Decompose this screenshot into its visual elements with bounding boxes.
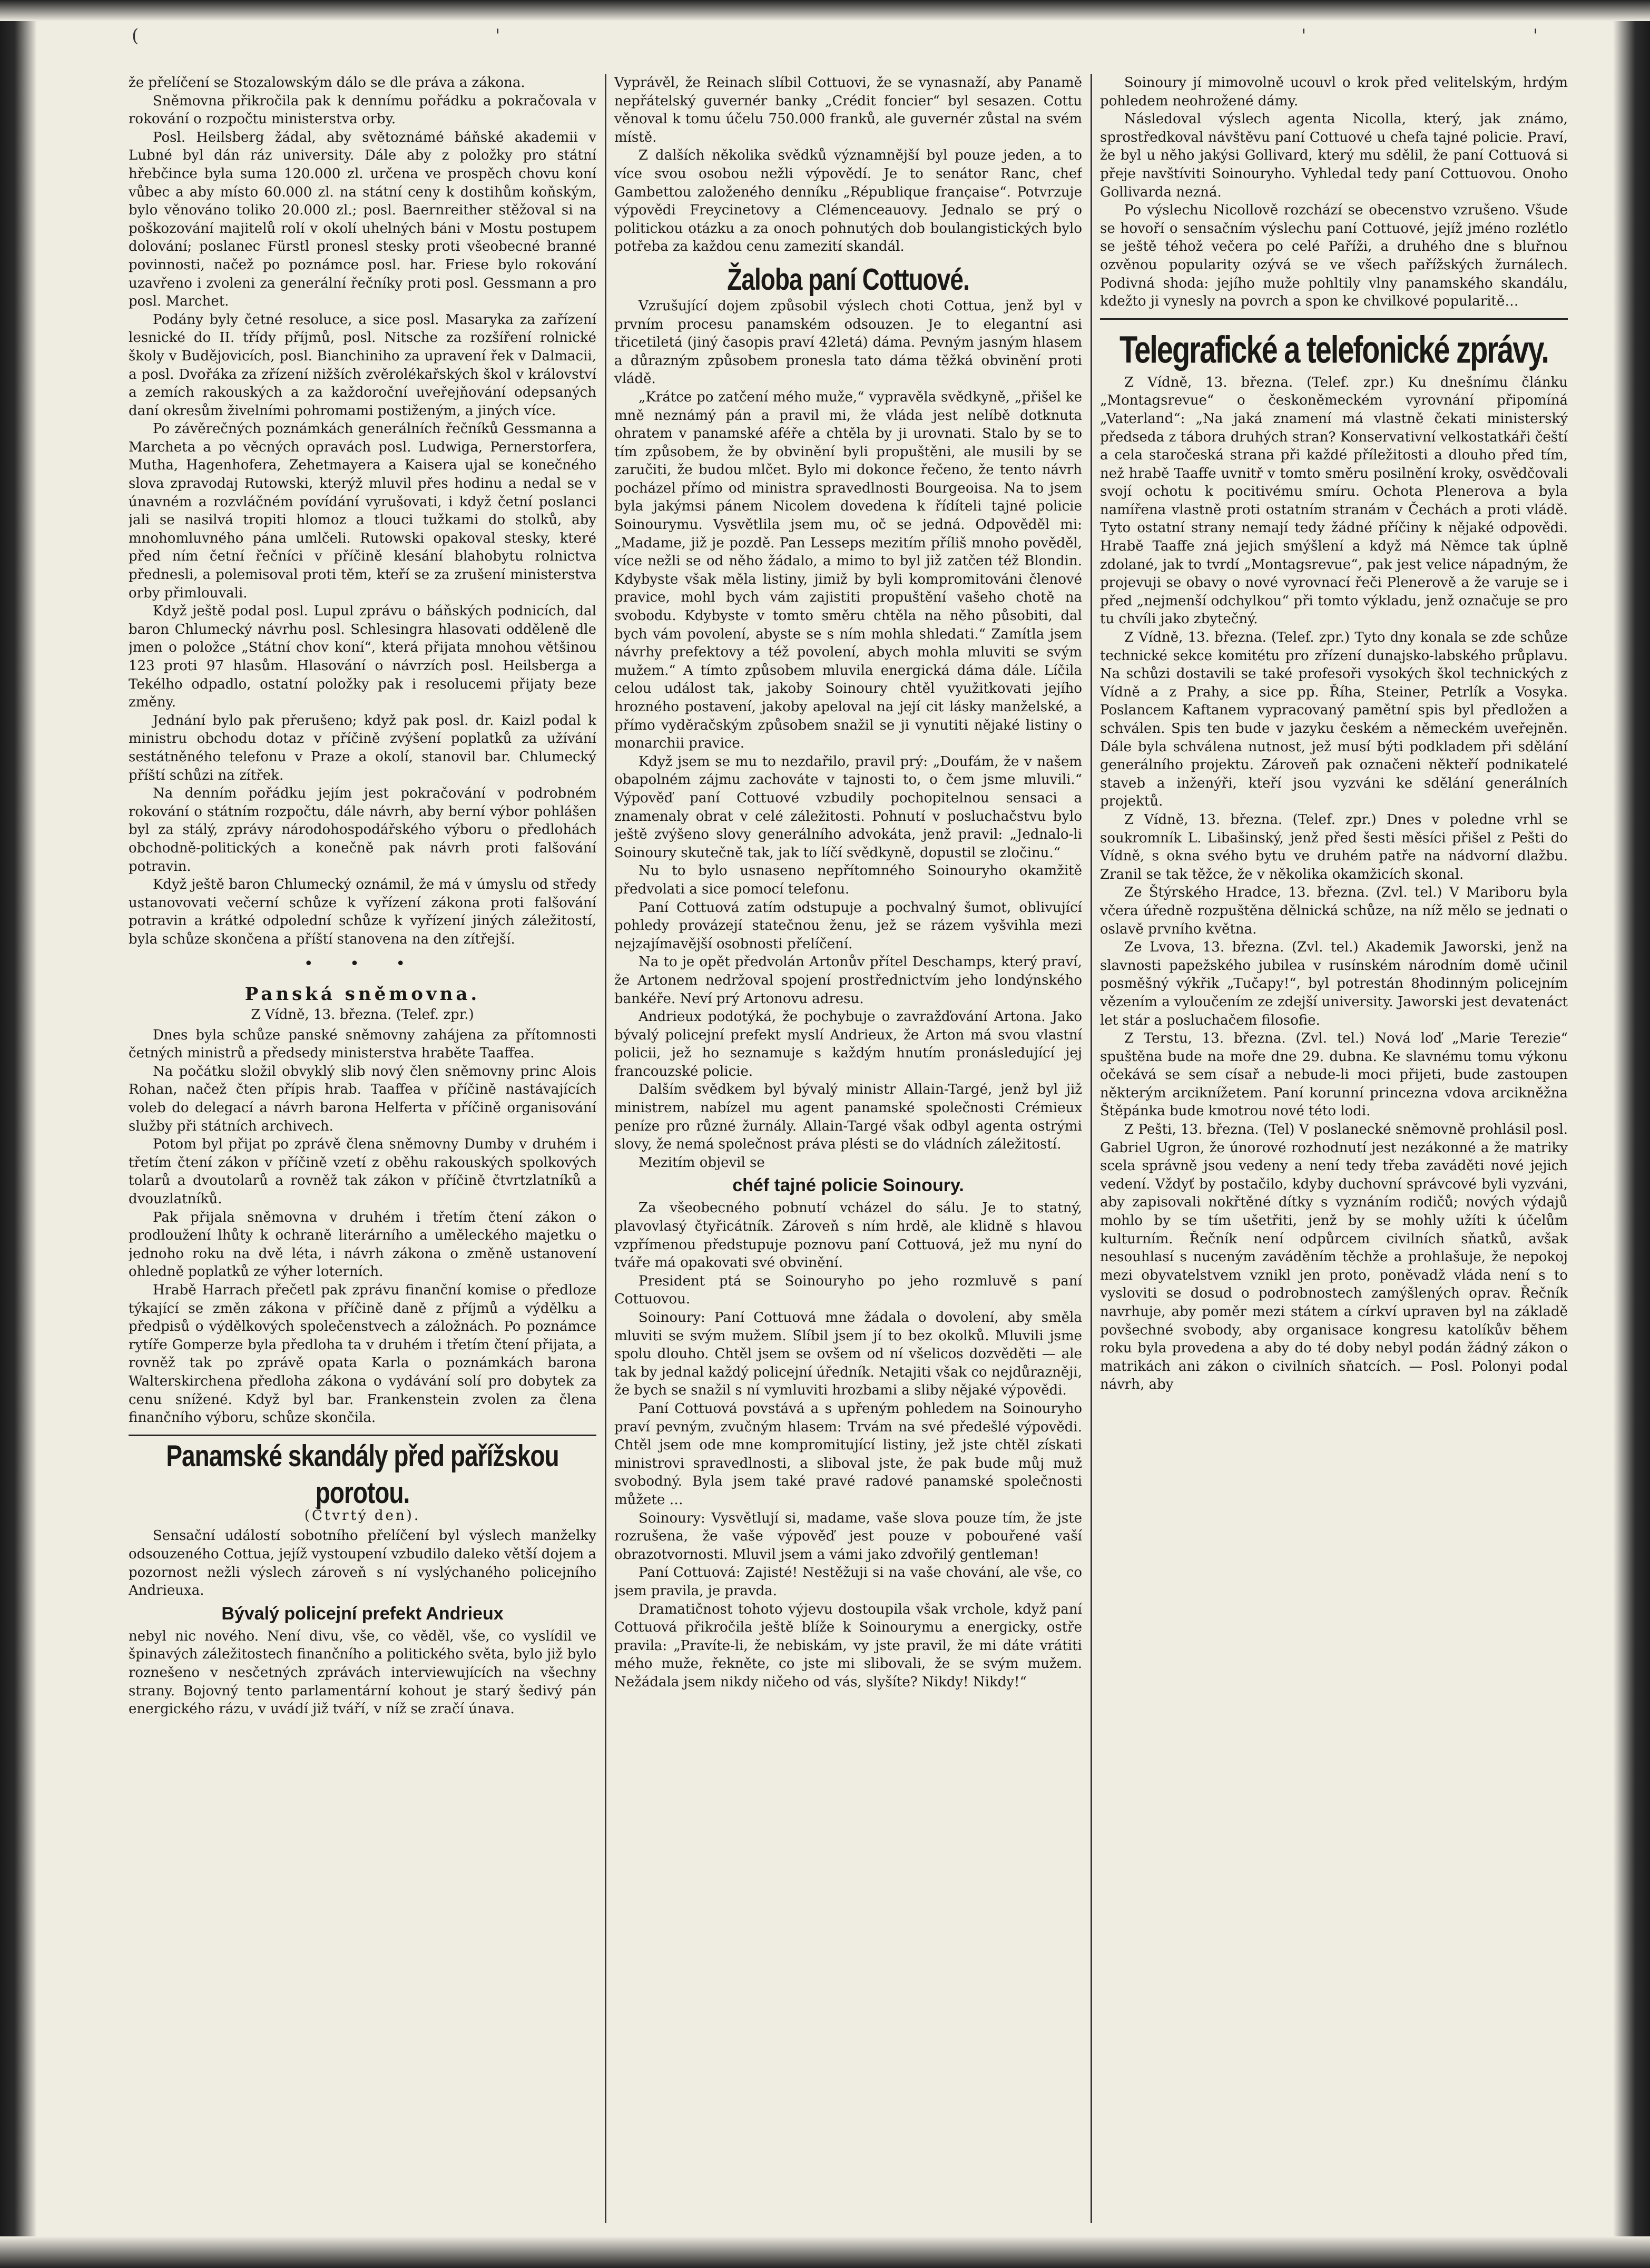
paragraph: že přelíčení se Stozalowským dálo se dle práva a zákona. [129,75,525,91]
margin-mark: ( [132,25,139,46]
paragraph: Když ještě podal posl. Lupul zprávu o báňských podnicích, dal baron Chlumecký návrhu posl. Schlesingra hlasovati odděleně dle jmen o položce „Státní chov koní“, která přijata mnohou většinou 123 proti 97 hlasům. Hlasování o návrzích posl. Heilsberga a Tekélho odpadlo, ostatní položky pak i resolucemi přijaty beze změny. [129,603,596,711]
paragraph: Soinoury: Vysvětlují si, madame, vaše slova pouze tím, že jste rozrušena, že vaše výpověď jest pouze v pobouřené vaší obrazotvornosti. Mluvil jsem a vámi jako zdvořilý gentleman! [614,1510,1082,1563]
section-title-panska-snemovna: Panská sněmovna. [244,984,480,1005]
divider [1100,318,1568,320]
paragraph: Jednání bylo pak přerušeno; když pak posl. dr. Kaizl podal k ministru obchodu dotaz v příčině zvýšení poplatků za užívání sestátněného telefonu v Praze a okolí, stanovil bar. Chlumecký příští schůzi na zítřek. [129,712,596,783]
scan-border-right [1613,0,1650,2268]
paragraph: Za všeobecného pobnutí vcházel do sálu. Je to statný, plavovlasý čtyřicátník. Zároveň s ním hrdě, ale klidně s hlavou vzpřímenou předstupuje poznovu paní Cottuová, jež mu nyní do tváře má opakovati své obvinění. [614,1200,1082,1271]
paragraph: Dnes byla schůze panské sněmovny zahájena za přítomnosti četných ministrů a předsedy ministerstva hraběte Taaffea. [129,1027,596,1062]
paragraph: Když ještě baron Chlumecký oznámil, že má v úmyslu od středy ustanovovati večerní schůze k vyřízení zákona proti falšování potravin a krátké odpolední schůze k vyřízení jiných záležitostí, byla schůze skončena a příští stanovena na den zítřejší. [129,877,596,947]
paragraph: President ptá se Soinouryho po jeho rozmluvě s paní Cottuovou. [614,1273,1082,1308]
paragraph: nebyl nic nového. Není divu, vše, co věděl, vše, co vyslídil ve špinavých záležitostech finančního a politického světa, bylo již bylo roznešeno v nesčetných zprávách interviewujících na všechny strany. Bojovný tento parlamentární kohout je starý šedivý pán energického rázu, v uvádí již tváří, v níž se zračí únava. [129,1628,596,1717]
paragraph: Hrabě Harrach přečetl pak zprávu finanční komise o předloze týkající se změn zákona v příčině daně z příjmů a výdělku a předpisů o výdělkových společenstvech a záložnách. Po poznámce rytíře Gomperze byla předloha ta v druhém i třetím čtení přijata, a rovněž tak po zprávě opata Karla o poznámkách barona Walterskirchena předloha zákona o vydávání solí pro dobytek za cenu snížené. Když byl bar. Frankenstein zvolen za člena finančního výboru, schůze skončila. [129,1282,596,1426]
paragraph: Z Terstu, 13. března. (Zvl. tel.) Nová loď „Marie Terezie“ spuštěna bude na moře dne 29. dubna. Ke slavnému tomu výkonu očekává se sem císař a nebude-li moci přijeti, bude zastoupen některým arciknížetem. Paní korunní princezna vdova arcikněžna Štěpánka bude kmotrou nové této lodi. [1100,1030,1568,1120]
dateline: Z Vídně, 13. března. (Telef. zpr.) [251,1007,474,1023]
paragraph: Pak přijala sněmovna v druhém i třetím čtení zákon o prodloužení lhůty k ochraně literárního a uměleckého majetku o jednoho roku na dvě léta, i návrh zákona o změně ustanovení ohledně poplatků ze výher loterních. [129,1209,596,1280]
paragraph: Mezitím objevil se [639,1154,765,1171]
subtitle: (Čtvrtý den). [304,1507,421,1524]
scan-border-top [0,0,1650,21]
paragraph: Dramatičnost tohoto výjevu dostoupila však vrchole, když paní Cottuová přikročila ještě blíže k Soinourymu a energicky, ostře pravila: „Pravíte-li, že nebiskám, vy jste pravil, že mi dáte vrátiti mého muže, řekněte, co jste mi slibovali, že se svým mužem. Nežádala jsem nikdy ničeho od vás, slyšíte? Nikdy! Nikdy!“ [614,1601,1082,1690]
paragraph: Po výslechu Nicollově rozchází se obecenstvo vzrušeno. Všude se hovoří o sensačním výslechu paní Cottuové, jejíž jméno rozlétlo se ještě téhož večera po celé Paříži, a druhého dne s bluřnou ozvěnou popularity ozývá se ve všech pařížských žurnálech. Podivná shoda: jejího muže pohltily vlny panamského skandálu, kdežto ji vynesly na povrch a spon ke chvilkové popularitě… [1100,202,1568,310]
margin-mark: ' [1301,25,1307,46]
paragraph: Soinoury: Paní Cottuová mne žádala o dovolení, aby směla mluviti se svým mužem. Slíbil jsem jí to bez okolků. Mluvili jsme spolu dlouho. Chtěl jsem se ovšem od ní všelicos dozvěděti — ale tak by jednal každý policejní úředník. Netajiti však co nejdůrazněji, že bych se snažil s ní vymluviti hrozbami a sliby nějaké výpovědi. [614,1310,1082,1399]
paragraph: Z dalších několika svědků významnější byl pouze jeden, a to více svou osobou nežli výpovědí. Je to senátor Ranc, chef Gambettou založeného denníku „République française“. Potvrzuje výpovědi Freycinetovy a Clémenceauovy. Jednalo se prý o politickou otázku a za onoch pohnutých dob boulangistických bylo potřeba za každou cenu zamezití skandál. [614,148,1082,255]
paragraph: Na počátku složil obvyklý slib nový člen sněmovny princ Alois Rohan, načež čten přípis hrab. Taaffea v příčině nastávajících voleb do delegací a návrh barona Helferta v příčině organisování služby při státních archivech. [129,1063,596,1134]
paragraph: Podány byly četné resoluce, a sice posl. Masaryka za zařízení lesnické do II. třídy příjmů, posl. Nitsche za rozšíření rolnické školy v Budějovicích, posl. Bianchiniho za upravení řek v Dalmacii, a posl. Dvořáka za zřízení nižších zvěrolékařských škol v království a zemích rakouských a za každoroční uveřejňování odepsaných daní okresům živelními pohromami postiženým, a jiných více. [129,311,596,419]
bold-subheading: Bývalý policejní prefekt Andrieux [221,1603,504,1624]
paragraph: Z Vídně, 13. března. (Telef. zpr.) Dnes v poledne vrhl se soukromník L. Libašinský, jenž před šesti měsíci přišel z Pešti do Vídně, s okna svého bytu ve druhém patře na nádvorní dlažbu. Zranil se tak těžce, že v několika okamžicích skonal. [1100,811,1568,882]
section-separator: • • • [303,954,421,973]
paragraph: Z Pešti, 13. března. (Tel) V poslanecké sněmovně prohlásil posl. Gabriel Ugron, že únorové rozhodnutí jest nezákonné a že matriky scela správně jsou vedeny a není tedy třeba zaváděti nové jejich vedení. Vždyť by postačilo, kdyby duchovní správcové byli vyzváni, aby zapisovali nokřtěné dítky s vyznáním rodičů; nových výdajů mohlo by se tím ušetřiti, jenž by se mohly užíti k účelům kulturním. Řečník není odpůrcem civilních sňatků, avšak nesouhlasí s nuceným zaváděním těchže a prohlašuje, že nepokoj mezi obyvatelstvem vznikl jen proto, poněvadž vláda není s to vysloviti se dosud o podrobnostech zamýšlených oprav. Řečník navrhuje, aby poměr mezi státem a církví upraven byl na základě povšechné svobody, aby organisace kongresu katolíkův během roku byla provedena a aby do té doby nebyl podán žádný zákon o matrikách ani zákon o civilních sňatcích. — Posl. Polonyi podal návrh, aby [1100,1122,1568,1393]
paragraph: Na to je opět předvolán Artonův přítel Deschamps, který praví, že Artonem nedržoval spojení prostřednictvím jeho londýnského bankéře. Neví prý Artonovu adresu. [614,954,1082,1007]
paragraph: „Krátce po zatčení mého muže,“ vypravěla svědkyně, „přišel ke mně neznámý pán a pravil mi, že vláda jest nelíbě dotknuta ohratem v panamské aféře a chtěla by ji urovnati. Stalo by se to tím způsobem, že by obvinění byli propuštěni, ale musili by se zaručiti, že budou mlčet. Bylo mi dokonce řečeno, že tento návrh pocházel přímo od ministra spravedlnosti Bourgeoisa. Na to jsem byla jakýmsi pánem Nicolem dovedena k řídíteli tajné policie Soinourymu. Vysvětlila jsem mu, oč se jedná. Odpověděl mi: „Madame, již je pozdě. Pan Lesseps mezitím příliš mnoho pověděl, více nežli se od něho žádalo, a mimo to byl již zatčen též Blondin. Kdybyste však měla listiny, jimiž by byli kompromitováni členové pravice, mohl bych vám zajistiti propuštění vašeho chotě na svobodu. Kdybyste v tomto směru chtěla na něho působiti, dal bych vám povolení, abyste se s ním mohla shledati.“ Zamítla jsem návrhy prefektovy a též povolení, abych mohla mluviti se svým mužem.“ A tímto způsobem mluvila energická dáma dále. Líčila celou událost tak, jakoby Soinoury chtěl využitkovati jejího hrozného postavení, jakoby apeloval na její cit lásky manželské, a přímo vyděračským způsobem snažil se ji vynutiti nějaké listiny o monarchii pravice. [614,389,1082,752]
column-rule [1091,74,1092,2223]
paragraph: Ze Lvova, 13. března. (Zvl. tel.) Akademik Jaworski, jenž na slavnosti papežského jubilea v rusínském národním domě učinil posměšný výkřik „Tučapy!“, byl potrestán 8hodinným policejním vězením a vyloučením ze zdejší university. Jaworski jest devatenáct let stár a posluchačem filosofie. [1100,939,1568,1028]
column-rule [605,74,606,2223]
divider [129,1435,596,1436]
paragraph: Když jsem se mu to nezdařilo, pravil prý: „Doufám, že v našem obapolném zájmu zachováte v tajnosti to, o čem jsme mluvili.“ Výpověď paní Cottuové vzbudily pochopitelnou sensaci a znamenaly obrat v celé záležitosti. Pohnutí v posluchačstvu bylo ještě zvýšeno slovy generálního advokáta, jenž pravil: „Jednalo-li Soinoury skutečně tak, jak to líčí svědkyně, dopustil se zločinu.“ [614,753,1082,861]
headline-zaloba: Žaloba paní Cottuové. [727,262,969,297]
margin-mark: ' [1533,25,1538,46]
paragraph: Sensační událostí sobotního přelíčení byl výslech manželky odsouzeného Cottua, jejíž vystoupení vzbudilo daleko větší dojem a pozornost nežli výslech zároveň s ní vyslýchaného policejního Andrieuxa. [129,1528,596,1599]
paragraph: Paní Cottuová: Zajisté! Nestěžuji si na vaše chování, ale vše, co jsem pravila, je pravda. [614,1565,1082,1599]
paragraph: Dalším svědkem byl bývalý ministr Allain-Targé, jenž byl již ministrem, nabízel mu agent panamské společnosti Crémieux peníze pro různé žurnály. Allain-Targé však odbyl agenta ostrými slovy, že nemá společnost práva plésti se do vládních záležitostí. [614,1082,1082,1153]
paragraph: Soinoury jí mimovolně ucouvl o krok před velitelským, hrdým pohledem neohrožené dámy. [1100,75,1568,109]
paragraph: Paní Cottuová zatím odstupuje a pochvalný šumot, oblivující pohledy provázejí statečnou ženu, jež se rázem vyšvihla mezi nejzajímavější osobnosti přelíčení. [614,899,1082,952]
paragraph: Vzrušující dojem způsobil výslech choti Cottua, jenž byl v prvním procesu panamském odsouzen. Je to elegantní asi třicetiletá (jiný časopis praví 42letá) dáma. Pevným jasným hlasem a důrazným způsobem pronesla tato dáma těžká obvinění proti vládě. [614,298,1082,387]
headline-telegraficke-zpravy: Telegrafické a telefonické zprávy. [1119,328,1548,371]
column-1 [129,74,596,2223]
column-3 [1100,74,1568,2223]
paragraph: Paní Cottuová povstává a s upřeným pohledem na Soinouryho praví pevným, zvučným hlasem: Trvám na své předešlé výpovědi. Chtěl jsem ode mne kompromitující listiny, jež jste chtěl získati ministrovi spravedlnosti, a sliboval jste, že pak bude můj muž svobodný. Byla jsem také pravé radové panamské společnosti můžete … [614,1400,1082,1508]
scan-border-bottom [0,2236,1650,2268]
paragraph: Z Vídně, 13. března. (Telef. zpr.) Ku dnešnímu článku „Montagsrevue“ o českoněmeckém vyrovnání připomíná „Vaterland“: „Na jaká znamení má vlastně čekati ministerský předseda z tábora druhých stran? Konservativní velkostatkáři čeští a cela staročeská strana při každé příležitosti a dlouho před tím, než hrabě Taaffe uvnitř v tomto směru posilnění kroky, osvědčovali svojí ochotu k pocitivému smíru. Ochota Plenerova a byla namířena vlastně proti ostatním stranám v Čechách a proti vládě. Tyto ostatní strany nemají tedy žádné příčiny k nějaké odpovědi. Hrabě Taaffe zná jejich smýšlení a když má Němce tak úplně zdolané, jak to tvrdí „Montagsrevue“, pak jest velice nápadným, že projevuji se obavy o nové vyrovnací řeči Plenerově a že varuje se i před „nejmenší odchylkou“ při tomto výkladu, jenž označuje se pro tu chvíli jako zbytečný. [1100,374,1568,627]
column-2 [614,74,1082,2223]
paragraph: Po závěrečných poznámkách generálních řečníků Gessmanna a Marcheta a po věcných opravách posl. Ludwiga, Pernerstorfera, Mutha, Hagenhofera, Zehetmayera a Kaisera ujal se konečného slova zpravodaj Rutowski, kterýž mluvil přes hodinu a nedal se v únavném a rozvláčném povídání vyrušovati, i když četní poslanci jali se nasilvá tropiti hlomoz a tlouci tužkami do stolků, aby mnohomluvného pána umlčeli. Rutowski opakoval stesky, které před ním četní řečníci v příčině klesání blahobytu rolnictva přednesli, a polemisoval proti těm, kteří se za zrušení ministerstva orby přimlouvali. [129,421,596,601]
headline-panamske-skandaly: Panamské skandály před pařížskou porotou. [166,1438,559,1510]
paragraph: Vyprávěl, že Reinach slíbil Cottuovi, že se vynasnaží, aby Panamě nepřátelský guvernér banky „Crédit foncier“ byl sesazen. Cottu věnoval k tomu účelu 750.000 franků, ale guvernér zůstal na svém místě. [614,75,1082,145]
paragraph: Sněmovna přikročila pak k dennímu pořádku a pokračovala v rokování o rozpočtu ministerstva orby. [129,93,596,127]
paragraph: Potom byl přijat po zprávě člena sněmovny Dumby v druhém i třetím čtení zákon v příčině vzetí z oběhu rakouských spolkových tolarů a dvoutolarů a rovněž tak zákon v příčině čtvrtzlatníků a dvouzlatníků. [129,1136,596,1207]
scan-border-left [0,0,37,2268]
paragraph: Na denním pořádku jejím jest pokračování v podrobném rokování o státním rozpočtu, dále návrh, aby berní výbor pohlášen byl za stálý, zprávy národohospodářského výboru o předlohách obchodně-politických a konečně pak návrh proti falšování potravin. [129,786,596,875]
margin-mark: ' [495,25,500,46]
bold-subheading: chéf tajné policie Soinoury. [732,1175,964,1196]
paragraph: Andrieux podotýká, že pochybuje o zavražďování Artona. Jako bývalý policejní prefekt myslí Andrieux, že Arton má svou vlastní policii, jež ho seznamuje s každým hnutím pronásledující jej francouzské policie. [614,1009,1082,1079]
paragraph: Nu to bylo usnaseno nepřítomného Soinouryho okamžitě předvolati a sice pomocí telefonu. [614,863,1082,897]
paragraph: Následoval výslech agenta Nicolla, který, jak známo, sprostředkoval návštěvu paní Cottuové u chefa tajné policie. Praví, že byl u něho jakýsi Gollivard, který mu sdělil, že paní Cottuová si přeje navštíviti Soinouryho. Vyhledal tedy paní Cottuovou. Onoho Gollivarda nezná. [1100,111,1568,200]
paragraph: Posl. Heilsberg žádal, aby světoznámé báňské akademii v Lubné byl dán ráz university. Dále aby z položky pro státní hřebčince byla suma 120.000 zl. určena ve prospěch chovu koní vůbec a aby místo 60.000 zl. na státní ceny k dostihům koňským, bylo věnováno toliko 20.000 zl.; posl. Baernreither stěžoval si na poškozování majitelů rolí v okolí uhelných báni v Mostu postupem dolování; poslanec Fürstl pronesl stesky proti všeobecné branné povinnosti, načež po poznámce posl. har. Friese bylo rokování uzavřeno i zvoleni za generální řečníky proti posl. Gessmann a pro posl. Marchet. [129,129,596,310]
paragraph: Z Vídně, 13. března. (Telef. zpr.) Tyto dny konala se zde schůze technické sekce komitétu pro zřízení dunajsko-labského průplavu. Na schůzi dostavili se také profesoři vysokých škol technických z Vídně a z Prahy, a sice pp. Říha, Steiner, Petrlík a Vosyka. Poslancem Kaftanem vypracovaný pamětní spis byl předložen a schválen. Spis ten bude v jazyku českém a německém uveřejněn. Dále byla schválena nutnost, jež musí býti podkladem při sdělání generálního projektu. Zároveň pak označeni někteří podnikatelé staveb a inženýři, kteří jsou vyzváni ke sdělání generálních projektů. [1100,630,1568,810]
paragraph: Ze Štýrského Hradce, 13. března. (Zvl. tel.) V Mariboru byla včera úředně rozpuštěna dělnická schůze, na níž mělo se jednati o oslavě prvního května. [1100,885,1568,937]
